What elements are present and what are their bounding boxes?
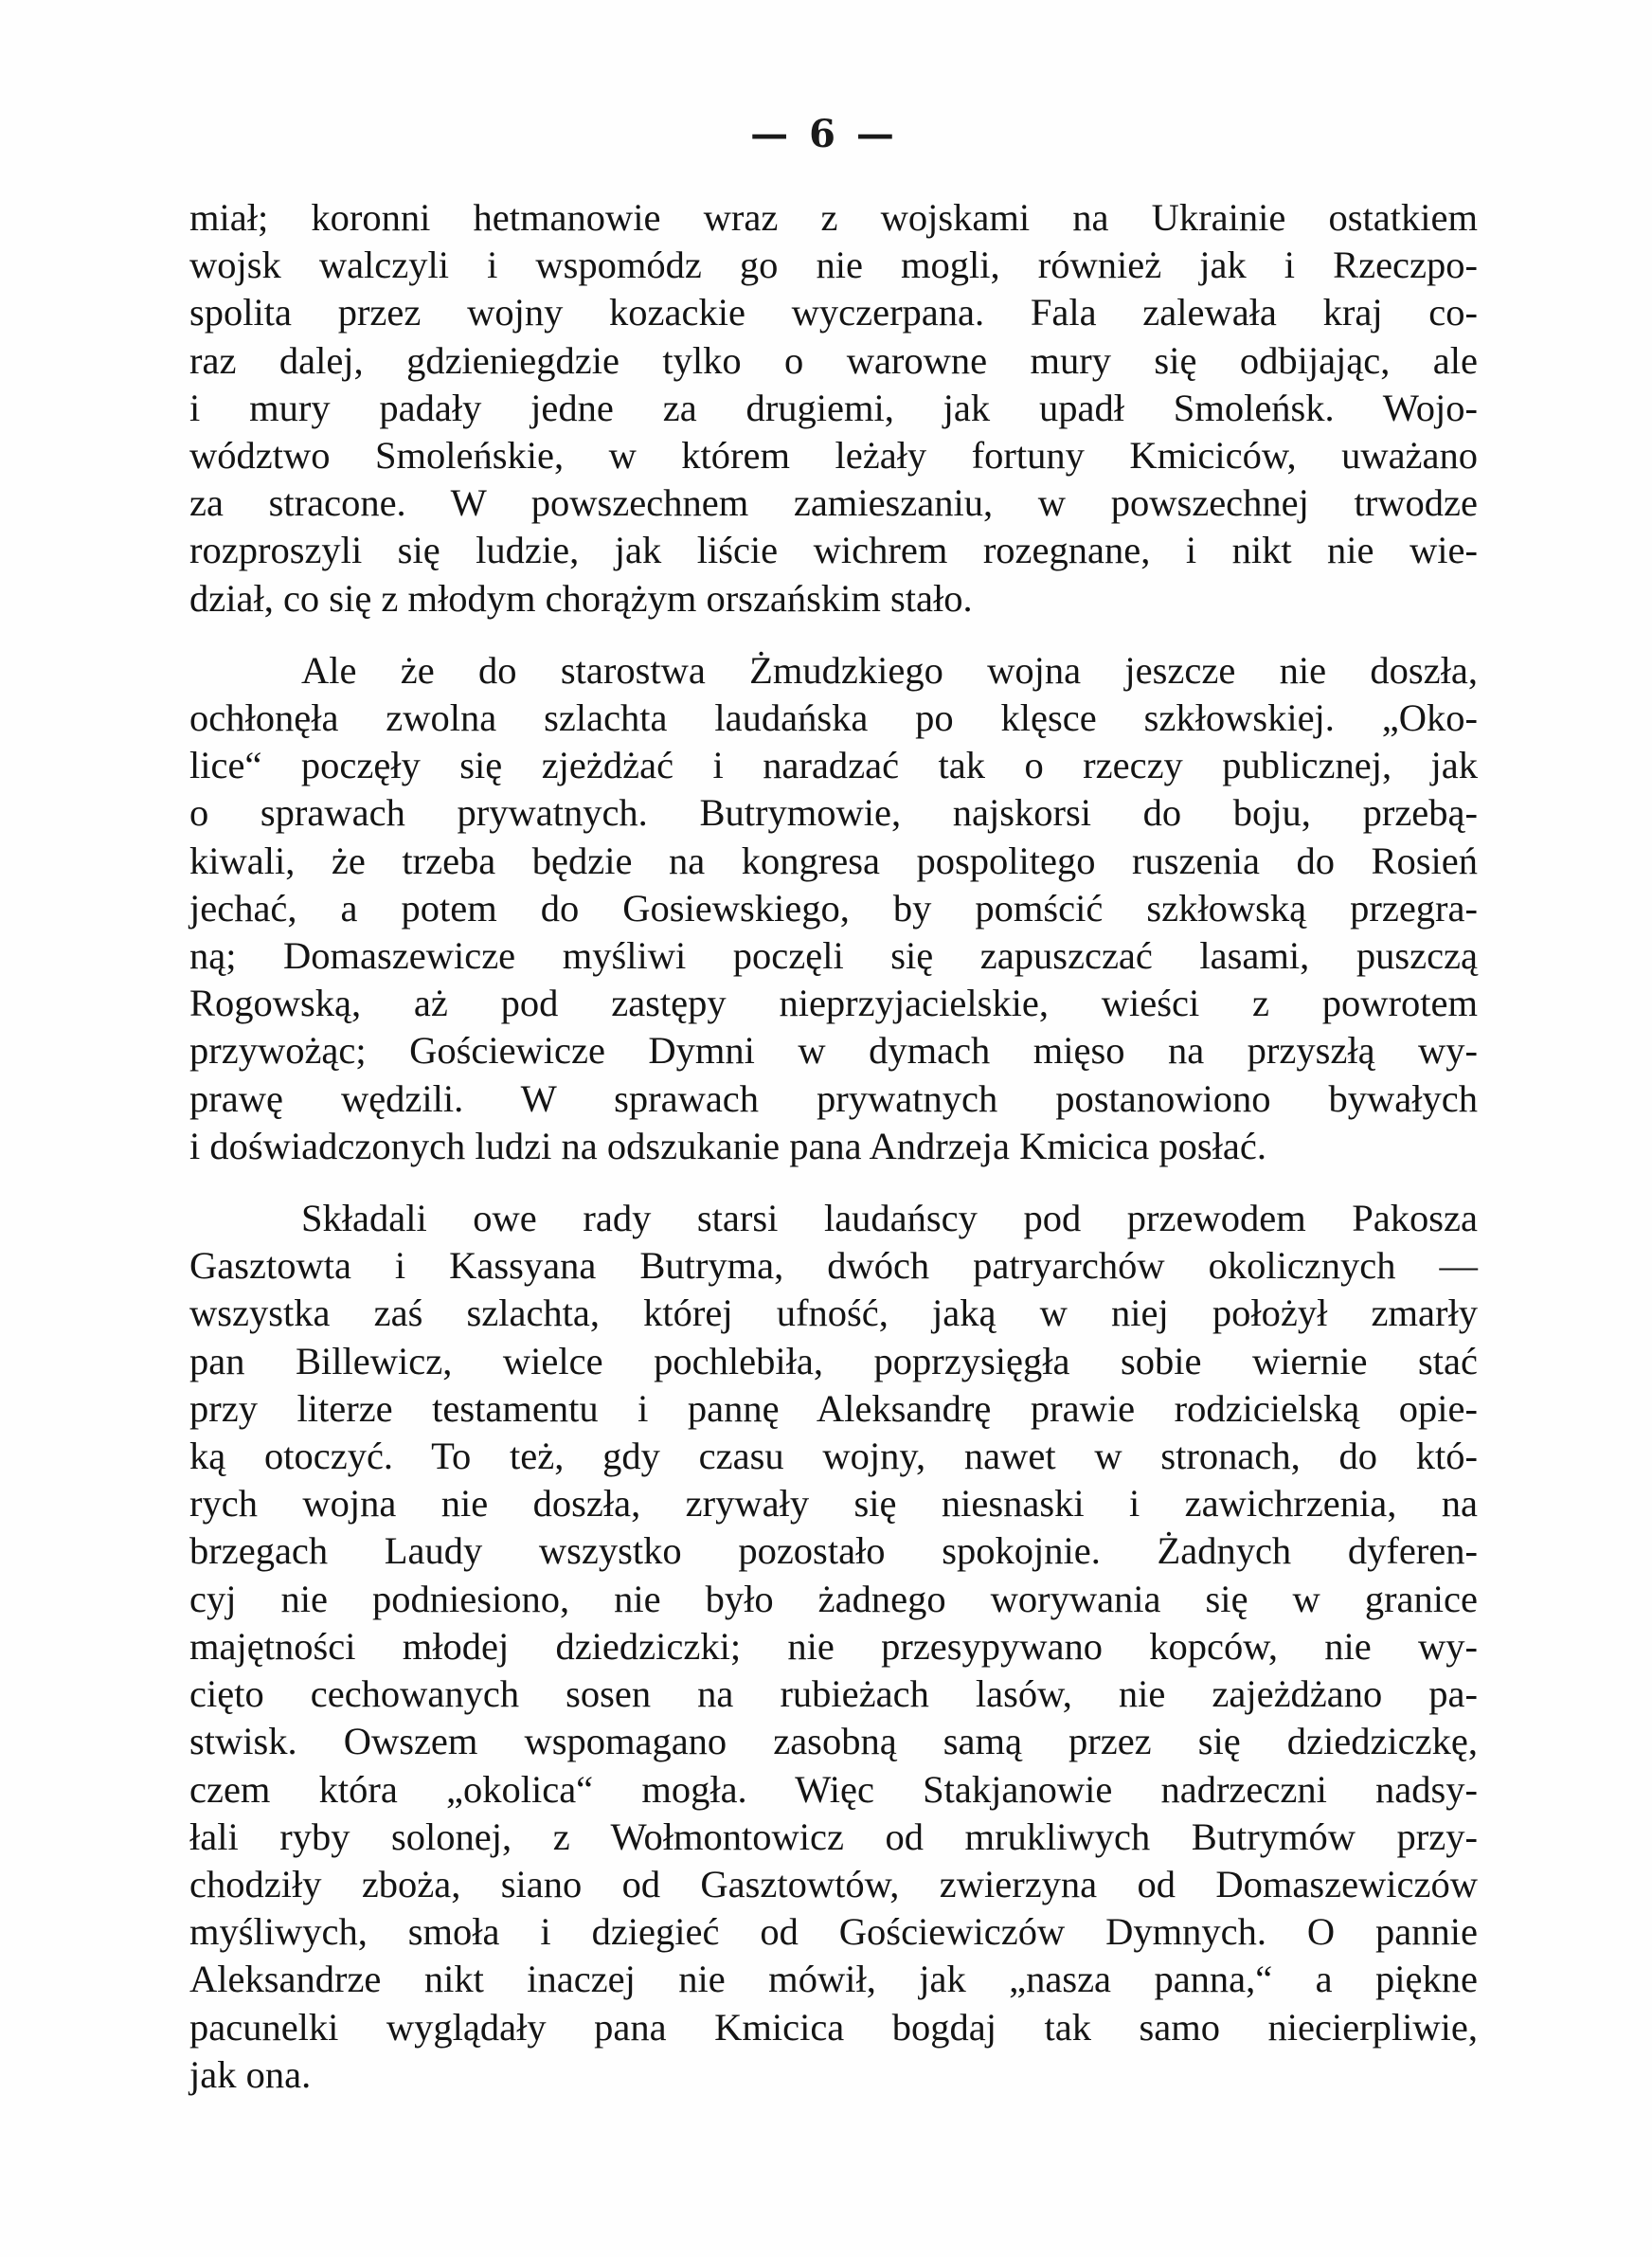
paragraph-2 [189, 647, 1478, 1170]
text-line: ką otoczyć. To też, gdy czasu wojny, nawet w stronach, do któ- [189, 1435, 1478, 1478]
text-line: Gasztowta i Kassyana Butryma, dwóch patryarchów okolicznych — [189, 1244, 1478, 1288]
paragraph-1 [189, 194, 1478, 623]
text-line: i mury padały jedne za drugiemi, jak upadł Smoleńsk. Wojo- [189, 386, 1478, 429]
body-text [189, 194, 1478, 2099]
text-line: i doświadczonych ludzi na odszukanie pana Andrzeja Kmicica posłać. [189, 1124, 1266, 1167]
text-line: Ale że do starostwa Żmudzkiego wojna jeszcze nie doszła, [301, 648, 1478, 692]
text-line: rych wojna nie doszła, zrywały się niesnaski i zawichrzenia, na [189, 1482, 1478, 1526]
text-line: cięto cechowanych sosen na rubieżach lasów, nie zajeżdżano pa- [189, 1672, 1478, 1716]
text-line: Rogowską, aż pod zastępy nieprzyjacielskie, wieści z powrotem [189, 982, 1478, 1025]
page-number: — 6 — [750, 112, 898, 156]
text-line: spolita przez wojny kozackie wyczerpana. Fala zalewała kraj co- [189, 291, 1478, 334]
text-line: rozproszyli się ludzie, jak liście wichrem rozegnane, i nikt nie wie- [189, 529, 1478, 572]
text-line: brzegach Laudy wszystko pozostało spokojnie. Żadnych dyferen- [189, 1529, 1478, 1573]
text-line: wództwo Smoleńskie, w którem leżały fortuny Kmiciców, uważano [189, 434, 1478, 478]
text-line: lice“ poczęły się zjeżdżać i naradzać tak o rzeczy publicznej, jak [189, 744, 1478, 787]
text-line: czem która „okolica“ mogła. Więc Stakjanowie nadrzeczni nadsy- [189, 1767, 1478, 1811]
text-line: Składali owe rady starsi laudańscy pod przewodem Pakosza [301, 1197, 1478, 1240]
text-line: ną; Domaszewicze myśliwi poczęli się zapuszczać lasami, puszczą [189, 934, 1478, 978]
text-line: stwisk. Owszem wspomagano zasobną samą przez się dziedziczkę, [189, 1720, 1478, 1763]
text-line: łali ryby solonej, z Wołmontowicz od mrukliwych Butrymów przy- [189, 1815, 1478, 1858]
text-line: Aleksandrze nikt inaczej nie mówił, jak „nasza panna,“ a piękne [189, 1958, 1478, 2001]
text-line: prawę wędzili. W sprawach prywatnych postanowiono bywałych [189, 1076, 1478, 1120]
paragraph-3 [189, 1195, 1478, 2099]
text-line: o sprawach prywatnych. Butrymowie, najskorsi do boju, przebą- [189, 791, 1478, 835]
text-line: myśliwych, smoła i dziegieć od Gościewiczów Dymnych. O pannie [189, 1910, 1478, 1954]
text-line: przywożąc; Gościewicze Dymni w dymach mięso na przyszłą wy- [189, 1029, 1478, 1073]
text-line: pan Billewicz, wielce pochlebiła, poprzysięgła sobie wiernie stać [189, 1339, 1478, 1382]
text-line: za stracone. W powszechnem zamieszaniu, w powszechnej trwodze [189, 481, 1478, 525]
text-line: majętności młodej dziedziczki; nie przesypywano kopców, nie wy- [189, 1624, 1478, 1668]
text-line: jak ona. [189, 2052, 312, 2096]
text-line: miał; koronni hetmanowie wraz z wojskami na Ukrainie ostatkiem [189, 196, 1478, 239]
text-line: wszystka zaś szlachta, której ufność, jaką w niej położył zmarły [189, 1291, 1478, 1335]
text-line: ochłonęła zwolna szlachta laudańska po klęsce szkłowskiej. „Oko- [189, 696, 1478, 740]
text-line: przy literze testamentu i pannę Aleksandrę prawie rodzicielską opie- [189, 1386, 1478, 1430]
text-line: wojsk walczyli i wspomódz go nie mogli, również jak i Rzeczpo- [189, 244, 1478, 287]
text-line: dział, co się z młodym chorążym orszańskim stało. [189, 576, 973, 620]
text-line: pacunelki wyglądały pana Kmicica bogdaj tak samo niecierpliwie, [189, 2005, 1478, 2049]
text-line: jechać, a potem do Gosiewskiego, by pomścić szkłowską przegra- [189, 886, 1478, 930]
text-line: chodziły zboża, siano od Gasztowtów, zwierzyna od Domaszewiczów [189, 1862, 1478, 1905]
text-line: cyj nie podniesiono, nie było żadnego worywania się w granice [189, 1577, 1478, 1620]
text-line: kiwali, że trzeba będzie na kongresa pospolitego ruszenia do Rosień [189, 839, 1478, 882]
text-line: raz dalej, gdzieniegdzie tylko o warowne mury się odbijając, ale [189, 338, 1478, 382]
